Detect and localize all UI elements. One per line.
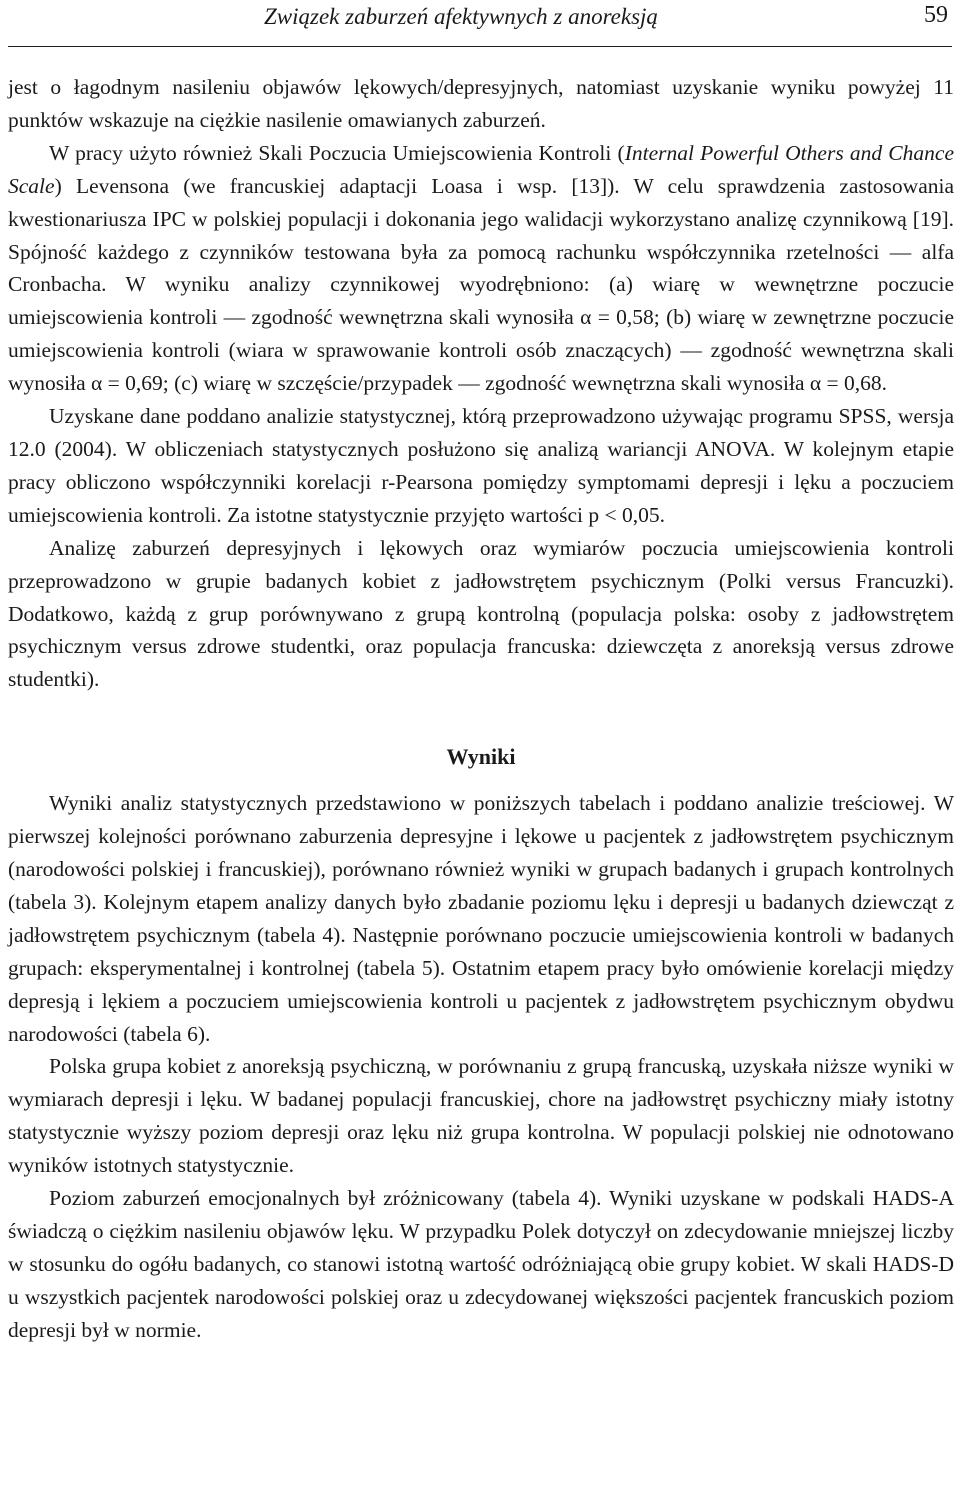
- paragraph-results-polish-group: Polska grupa kobiet z anoreksją psychiczną, w porównaniu z grupą francuską, uzyskała niższe wyniki w wymiarach depresji i lęku. W badanej populacji francuskiej, chore na jadłowstręt psychiczny miały istotny statystycznie wyższy poziom depresji oraz lęku niż grupa kontrolna. W populacji polskiej nie odnotowano wyników istotnych statystycznie.: [8, 1054, 954, 1178]
- paragraph-results-emotional: Poziom zaburzeń emocjonalnych był zróżnicowany (tabela 4). Wyniki uzyskane w podskali HADS-A świadczą o ciężkim nasileniu objawów lęku. W przypadku Polek dotyczył on zdecydowanie mniejszej liczby w stosunku do ogółu badanych, co stanowi istotną wartość odróżniającą obie grupy kobiet. W skali HADS-D u wszystkich pacjentek narodowości polskiej oraz u zdecydowanej większości pacjentek francuskich poziom depresji był w normie.: [8, 1186, 954, 1342]
- paragraph-results-overview: Wyniki analiz statystycznych przedstawiono w poniższych tabelach i poddano analizie treściowej. W pierwszej kolejności porównano zaburzenia depresyjne i lękowe u pacjentek z jadłowstrętem psychicznym (narodowości polskiej i francuskiej), porównano również wyniki w grupach badanych i grupach kontrolnych (tabela 3). Kolejnym etapem analizy danych było zbadanie poziomu lęku i depresji u badanych dziewcząt z jadłowstrętem psychicznym (tabela 4). Następnie porównano poczucie umiejscowienia kontroli w badanych grupach: eksperymentalnej i kontrolnej (tabela 5). Ostatnim etapem pracy było omówienie korelacji między depresją i lękiem a poczuciem umiejscowienia kontroli u pacjentek z jadłowstrętem psychicznym obydwu narodowości (tabela 6).: [8, 791, 954, 1046]
- paragraph-analysis-groups: Analizę zaburzeń depresyjnych i lękowych oraz wymiarów poczucia umiejscowienia kontroli przeprowadzono w grupie badanych kobiet z jadłowstrętem psychicznym (Polki versus Francuzki). Dodatkowo, każdą z grup porównywano z grupą kontrolną (populacja polska: osoby z jadłowstrętem psychicznym versus zdrowe studentki, oraz populacja francuska: dziewczęta z anoreksją versus zdrowe studentki).: [8, 535, 954, 692]
- paragraph-continuation: jest o łagodnym nasileniu objawów lękowych/depresyjnych, natomiast uzyskanie wyniku powyżej 11 punktów wskazuje na ciężkie nasilenie omawianych zaburzeń.: [8, 75, 954, 132]
- page-number: 59: [924, 2, 948, 28]
- scale-name-italic: Internal Powerful Others and Chance Scale: [8, 140, 954, 198]
- paragraph-ipc-scale-part2: ) Levensona (we francuskiej adaptacji Loasa i wsp. [13]). W celu sprawdzenia zastosowania kwestionariusza IPC w polskiej populacji i dokonania jego walidacji wykorzystano analizę czynnikową [19]. Spójność każdego z czynników testowana była za pomocą rachunku współczynnika rzetelności — alfa Cronbacha. W wyniku analizy czynnikowej wyodrębniono: (a) wiarę w wewnętrzne poczucie umiejscowienia kontroli — zgodność wewnętrzna skali wynosiła α = 0,58; (b) wiarę w zewnętrzne poczucie umiejscowienia kontroli (wiara w sprawowanie kontroli osób znaczących) — zgodność wewnętrzna skali wynosiła α = 0,69; (c) wiarę w szczęście/przypadek — zgodność wewnętrzna skali wynosiła α = 0,68.: [8, 173, 954, 396]
- paragraph-statistics: Uzyskane dane poddano analizie statystycznej, którą przeprowadzono używając programu SPSS, wersja 12.0 (2004). W obliczeniach statystycznych posłużono się analizą wariancji ANOVA. W kolejnym etapie pracy obliczono współczynniki korelacji r-Pearsona pomiędzy symptomami depresji i lęku a poczuciem umiejscowienia kontroli. Za istotne statystycznie przyjęto wartości p < 0,05.: [8, 404, 954, 527]
- section-heading-results: Wyniki: [446, 744, 516, 770]
- article-body: [8, 71, 954, 1347]
- paragraph-ipc-scale-part1: W pracy użyto również Skali Poczucia Umiejscowienia Kontroli (: [49, 140, 625, 165]
- paragraph-ipc-scale: [8, 137, 954, 400]
- running-header: [8, 0, 952, 47]
- running-header-title: Związek zaburzeń afektywnych z anoreksją: [264, 4, 658, 29]
